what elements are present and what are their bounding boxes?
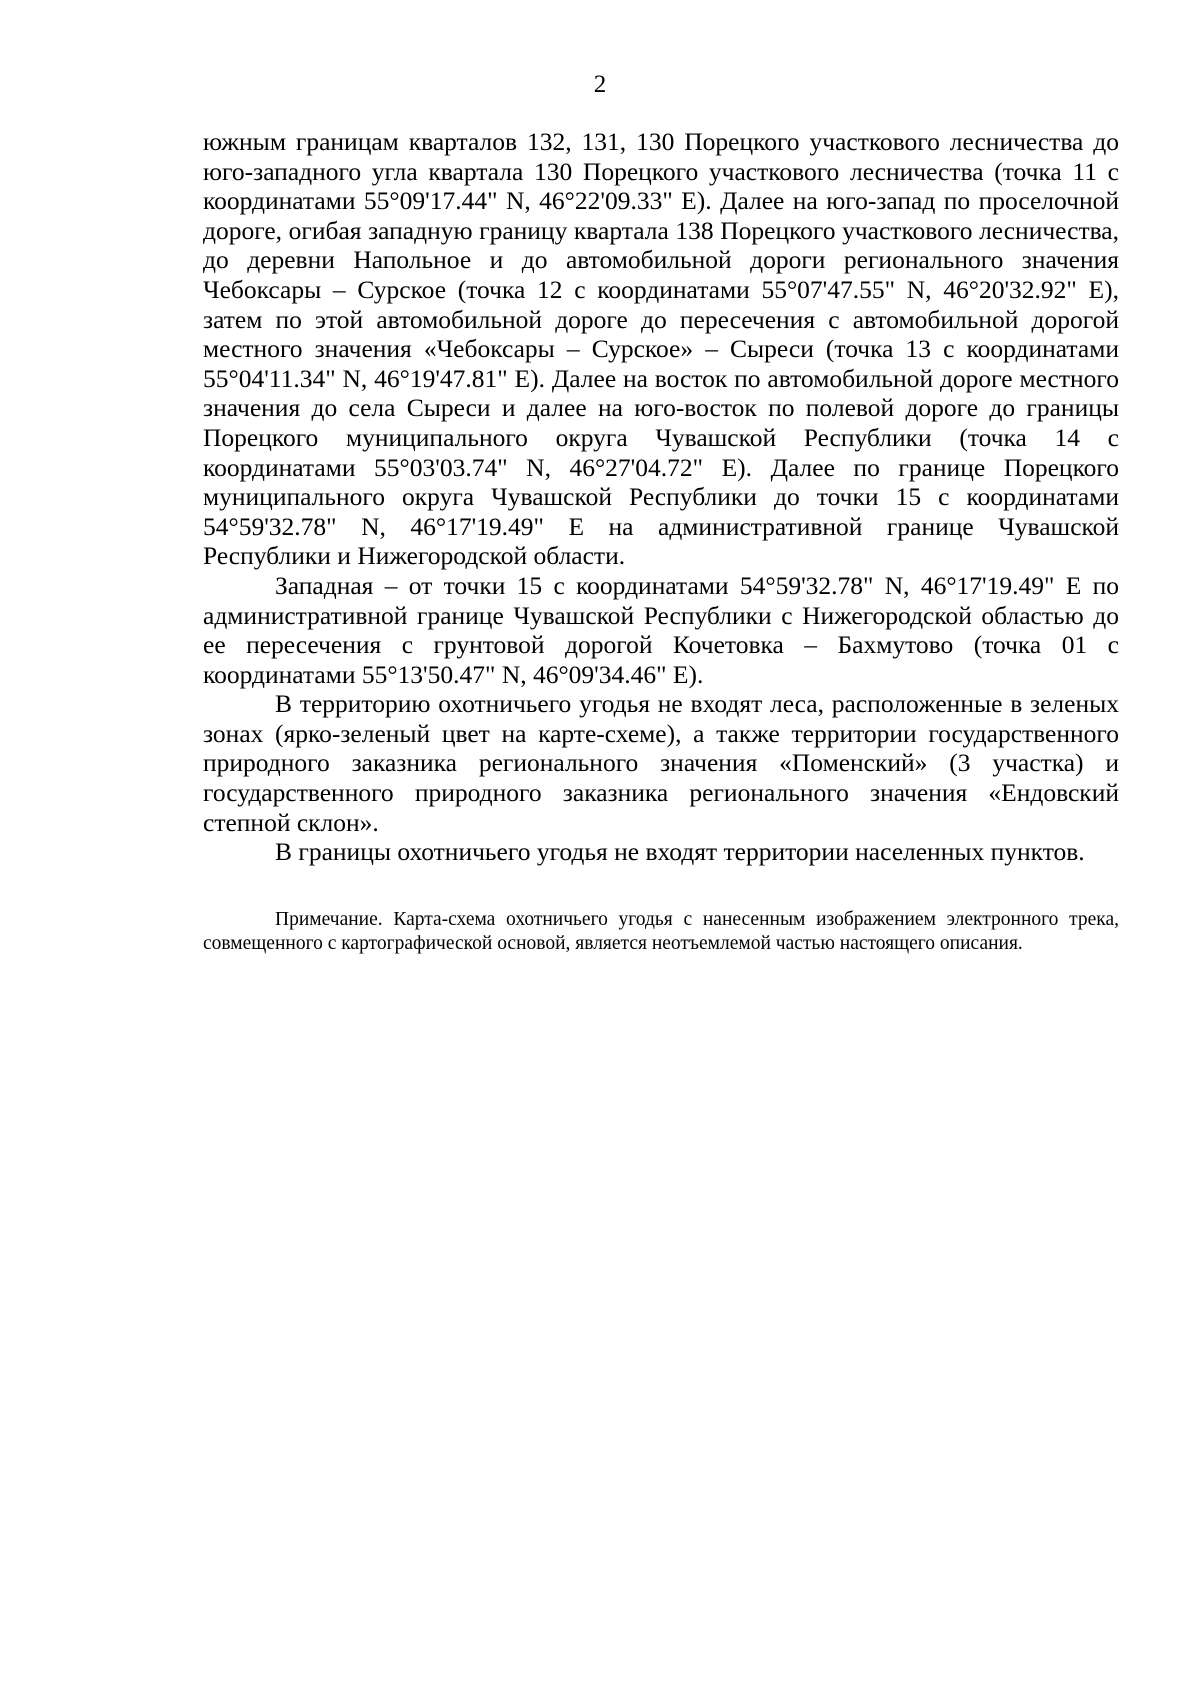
page-number: 2 <box>593 71 607 98</box>
paragraph-boundary-continuation: южным границам кварталов 132, 131, 130 Порецкого участкового лесничества до юго-западного угла квартала 130 Порецкого участкового лесничества (точка 11 с координатами 55°09'17.44" N, 46°22'09.33" E). Далее на юго-запад по проселочной дороге, огибая западную границу квартала 138 Порецкого участкового лесничества, до деревни Напольное и до автомобильной дороги регионального значения Чебоксары – Сурское (точка 12 с координатами 55°07'47.55" N, 46°20'32.92" E), затем по этой автомобильной дороге до пересечения с автомобильной дорогой местного значения «Чебоксары – Сурское» – Сыреси (точка 13 с координатами 55°04'11.34" N, 46°19'47.81" E). Далее на восток по автомобильной дороге местного значения до села Сыреси и далее на юго-восток по полевой дороге до границы Порецкого муниципального округа Чувашской Республики (точка 14 с координатами 55°03'03.74" N, 46°27'04.72" E). Далее по границе Порецкого муниципального округа Чувашской Республики до точки 15 с координатами 54°59'32.78" N, 46°17'19.49" E на административной границе Чувашской Республики и Нижегородской области. <box>203 127 1119 571</box>
footnote-note: Примечание. Карта-схема охотничьего угодья с нанесенным изображением электронного трека, совмещенного с картографической основой, является неотъемлемой частью настоящего описания. <box>203 909 1119 954</box>
paragraph-excluded-settlements: В границы охотничьего угодья не входят территории населенных пунктов. <box>275 837 1085 867</box>
document-body <box>203 127 1119 867</box>
paragraph-western-boundary: Западная – от точки 15 с координатами 54°59'32.78" N, 46°17'19.49" E по административной границе Чувашской Республики с Нижегородской областью до ее пересечения с грунтовой дорогой Кочетовка – Бахмутово (точка 01 с координатами 55°13'50.47" N, 46°09'34.46" E). <box>203 570 1119 689</box>
paragraph-excluded-forests: В территорию охотничьего угодья не входят леса, расположенные в зеленых зонах (ярко-зеленый цвет на карте-схеме), а также территории государственного природного заказника регионального значения «Поменский» (3 участка) и государственного природного заказника регионального значения «Ендовский степной склон». <box>203 689 1119 837</box>
